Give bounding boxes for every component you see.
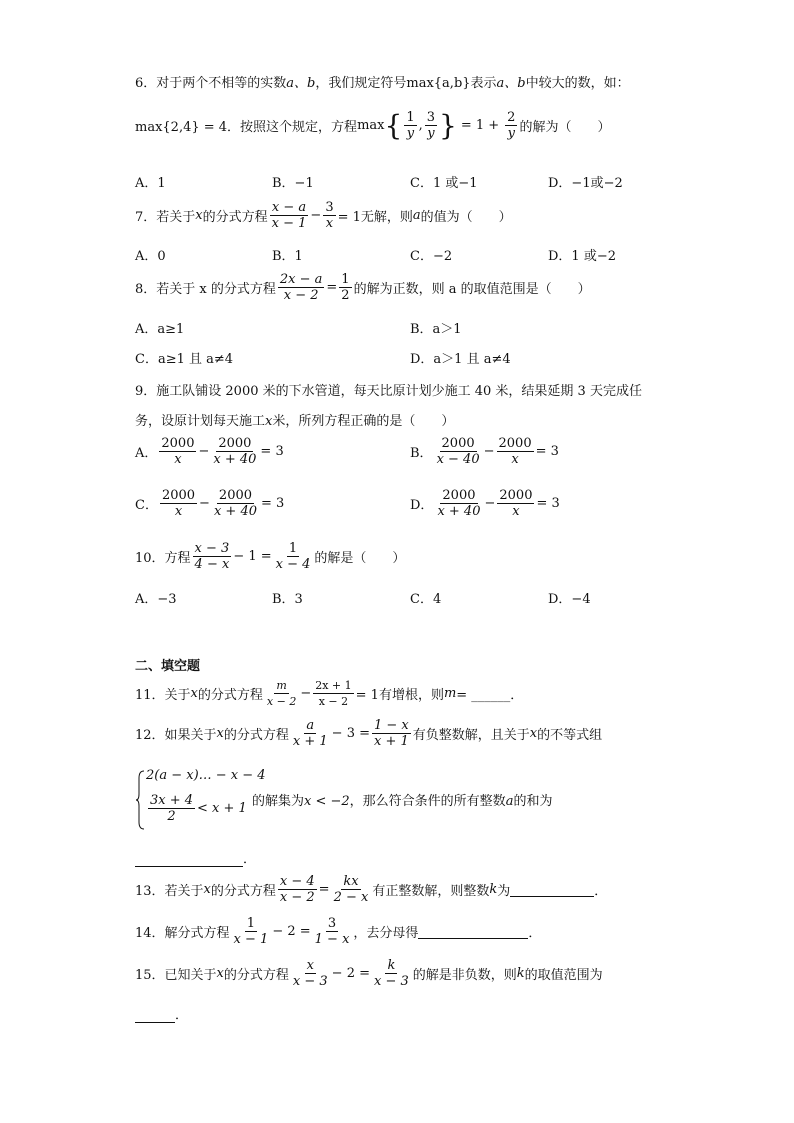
q15-answer-line [135,1004,188,1023]
q6-comma: , [418,118,423,133]
q6-option-b: B．−1 [272,176,314,191]
q8-tail: 的解为正数，则 a 的取值范围是（ ） [353,282,591,297]
q6-brace-right: } [439,108,457,142]
q9-c-minus: − [199,496,210,511]
q9-option-c [135,488,284,519]
q15-end: ． [175,1008,189,1023]
q10-frac2 [274,541,313,572]
q6-text: 6．对于两个不相等的实数 [135,76,287,91]
q10-option-b: B．3 [272,592,303,607]
q10-f1n: x − 3 [194,541,230,556]
q13-mid: 的分式方程 [210,884,276,899]
q7-a: a [412,208,421,223]
q9-c-frac1 [160,488,197,519]
q12-ineq2-d: 2 [167,809,176,824]
q6-mid3: 中较大的数，如： [525,76,630,91]
q6-frac2 [425,110,437,141]
q6-eq: = 1 + [460,118,500,133]
q6-tail: 的解为（ ） [519,120,611,135]
q9-option-b [410,436,559,467]
q6-option-a: A．1 [135,176,166,191]
q13-eq: = [318,882,330,897]
q6-ab: a、b [286,76,316,91]
q6-f1d: y [406,126,415,141]
q15-f1d: x − 3 [292,974,328,989]
q15-frac1 [291,958,330,989]
q9-c-d1: x [174,504,183,519]
q6-frac1 [404,110,416,141]
q12-prefix: 12．如果关于 [135,728,217,743]
q12-blank[interactable] [135,852,243,867]
q11-m: m [443,686,457,701]
q6-line1 [135,72,630,91]
q14-end: ． [528,926,542,941]
q9-b-n1: 2000 [441,436,475,451]
q14-frac2 [313,916,352,947]
q15-k: k [516,966,525,981]
q11-frac1 [265,678,298,709]
q7-frac1 [270,200,309,231]
q14-frac1 [232,916,271,947]
q8-f2n: 1 [341,272,350,287]
q8-prefix: 8．若关于 x 的分式方程 [135,282,276,297]
q12-system-brace [135,770,145,830]
q9-d-n1: 2000 [442,488,476,503]
q15-frac2 [372,958,411,989]
q9-b-d2: x [511,452,519,467]
q6-frac3 [505,110,517,141]
q9-c-n2: 2000 [218,488,253,503]
q10-f2n: 1 [288,541,298,556]
q14-f1d: x − 1 [233,932,269,947]
q11-mid: 的分式方程 [197,688,263,703]
q6-f2d: y [427,126,435,141]
q6-mid1: ，我们规定符号 [315,76,407,91]
q14-f2n: 3 [327,916,337,931]
q13-blank[interactable] [510,882,594,897]
q9-d-frac2 [497,488,534,519]
q14-mid: − 2 = [272,924,311,939]
q6-f1n: 1 [406,110,415,125]
q9-d-d2: x [512,504,520,519]
q14-f2d: 1 − x [314,932,350,947]
q12-frac2 [372,718,411,749]
q12-mid: 的分式方程 [223,728,289,743]
q14-blank[interactable] [418,924,528,939]
q13-f2n: kx [343,874,359,889]
q8-frac2 [339,272,351,303]
q9-a-minus: − [198,444,210,459]
q13-f1n: x − 4 [279,874,315,889]
q8-option-a: A．a≥1 [135,322,185,337]
q11-frac2 [313,678,353,709]
q7-line [135,200,512,231]
q12-after: 的解集为 [252,794,305,809]
q11-prefix: 11．关于 [135,688,191,703]
q15-blank[interactable] [135,1008,175,1023]
q8-option-b: B．a＞1 [410,322,462,337]
q7-rest: = 1无解，则 [337,210,413,225]
q10-f1d: 4 − x [194,557,230,572]
q12-end: ． [243,852,257,867]
q9-b-minus: − [483,444,495,459]
q7-var: x [195,208,203,223]
q12-mid2: − 3 = [331,726,370,741]
q6-line2 [135,110,610,141]
q7-minus: − [310,208,322,223]
q8-option-d: D．a＞1 且 a≠4 [410,352,511,367]
q8-option-c: C．a≥1 且 a≠4 [135,352,234,367]
q9-b-label: B． [410,446,433,461]
q12-cond: x < −2 [304,794,350,809]
q15-f2d: x − 3 [374,974,409,989]
q11-minus: − [300,686,312,701]
q11-f2n: 2x + 1 [315,679,352,692]
q9-b-rhs: = 3 [535,444,559,459]
q7-option-c: C．−2 [410,249,453,264]
section-title: 二、填空题 [135,659,201,674]
q12-after2: ，那么符合条件的所有整数 [349,794,506,809]
q10-option-d: D．−4 [548,592,591,607]
q15-prefix: 15．已知关于 [135,968,217,983]
q9-var: x [265,414,273,429]
q13-f2d: 2 − x [333,890,369,905]
q10-mid: − 1 = [233,549,272,564]
q12-frac1 [291,718,330,749]
q8-eq: = [326,280,338,295]
q12-f1n: a [306,718,315,733]
q12-ineq1: 2(a − x)… − x − 4 [146,768,266,783]
q6-f3n: 2 [507,110,516,125]
q9-c-n1: 2000 [161,488,196,503]
q15-f2n: k [387,958,396,973]
q13-tail2: 为 [497,884,511,899]
q12-a: a [505,794,514,809]
q8-line [135,272,591,303]
q12-line2 [252,790,552,809]
q9-a-frac2 [211,436,258,467]
q13-var: x [203,882,211,897]
q9-d-d1: x + 40 [437,504,481,519]
q11-f2d: x − 2 [318,695,349,708]
q9-d-minus: − [484,496,496,511]
q6-line2-start: max{2,4} = 4．按照这个规定，方程 [135,120,358,135]
q11-line [135,678,523,709]
q7-f1n: x − a [271,200,307,215]
q6-option-d: D．−1或−2 [548,176,623,191]
q9-a-frac1 [159,436,196,467]
q7-tail: 的值为（ ） [420,210,512,225]
q9-line2-tail: 米，所列方程正确的是（ ） [272,414,455,429]
q12-f1d: x + 1 [292,734,328,749]
q6-maxab: max{a,b} [406,76,471,91]
q7-f2d: x [325,216,334,231]
q8-frac1 [278,272,325,303]
q10-line [135,541,405,572]
q12-line1 [135,718,602,749]
q9-b-n2: 2000 [498,436,532,451]
q15-var: x [216,966,224,981]
q9-line2 [135,410,454,429]
q9-option-a [135,436,284,467]
q9-d-label: D． [410,498,434,513]
q12-var: x [216,726,224,741]
q15-line [135,958,603,989]
q10-f2d: x − 4 [275,557,311,572]
q7-f2n: 3 [325,200,334,215]
q10-option-a: A．−3 [135,592,177,607]
q8-f2d: 2 [341,288,350,303]
q7-option-b: B．1 [272,249,303,264]
q9-a-d1: x [174,452,182,467]
q9-a-n1: 2000 [161,436,195,451]
q10-frac1 [193,541,232,572]
q10-prefix: 10．方程 [135,551,191,566]
q15-tail2: 的取值范围为 [524,968,603,983]
q13-frac1 [278,874,317,905]
q7-option-a: A．0 [135,249,166,264]
q7-option-d: D．1 或−2 [548,249,616,264]
q9-a-rhs: = 3 [260,444,284,459]
q11-f1n: m [276,679,287,692]
q14-prefix: 14．解分式方程 [135,926,230,941]
q7-mid: 的分式方程 [202,210,268,225]
q14-f1n: 1 [246,916,256,931]
q13-f1d: x − 2 [279,890,315,905]
q9-d-rhs: = 3 [536,496,560,511]
q12-ineq2-n: 3x + 4 [150,793,194,808]
q9-b-d1: x − 40 [436,452,480,467]
q6-ab2: a、b [496,76,526,91]
q9-c-rhs: = 3 [260,496,285,511]
q12-after3: 的和为 [513,794,553,809]
q6-f2n: 3 [426,110,436,125]
q6-max: max [357,118,385,133]
q13-tail: 有正整数解，则整数 [372,884,490,899]
q8-f1d: x − 2 [283,288,319,303]
q15-f1n: x [306,958,314,973]
q7-frac2 [323,200,335,231]
q13-prefix: 13．若关于 [135,884,204,899]
q8-f1n: 2x − a [279,272,323,287]
q6-option-c: C．1 或−1 [410,176,478,191]
q10-tail: 的解是（ ） [314,551,406,566]
q12-tail: 有负整数解，且关于 [412,728,530,743]
q15-mid2: − 2 = [331,966,370,981]
q9-d-frac1 [435,488,482,519]
q6-f3d: y [507,126,515,141]
q12-ineq2-frac [148,793,195,824]
q9-c-label: C． [135,498,158,513]
q14-line [135,916,541,947]
q6-mid2: 表示 [470,76,497,91]
q11-var: x [190,686,198,701]
q9-c-d2: x + 40 [213,504,257,519]
q13-k: k [489,882,498,897]
q13-line [135,874,607,905]
q15-mid: 的分式方程 [223,968,289,983]
q11-f1d: x − 2 [266,695,297,708]
q7-f1d: x − 1 [271,216,307,231]
q9-c-frac2 [212,488,259,519]
q10-option-c: C．4 [410,592,442,607]
q7-prefix: 7．若关于 [135,210,196,225]
q9-a-n2: 2000 [218,436,252,451]
q12-tail2: 的不等式组 [537,728,603,743]
q6-brace-left: { [384,108,403,142]
q13-end: ． [594,884,608,899]
q12-ineq2 [146,793,247,824]
q9-b-frac1 [435,436,482,467]
q15-tail: 的解是非负数，则 [412,968,517,983]
q13-frac2 [332,874,371,905]
q9-option-d [410,488,560,519]
q9-line1: 9．施工队铺设 2000 米的下水管道，每天比原计划少施工 40 米，结果延期 3 天完成任 [135,384,642,399]
q9-line2-text: 务，设原计划每天施工 [135,414,266,429]
q9-d-n2: 2000 [499,488,533,503]
q11-tail: = ______． [456,688,524,703]
q12-f2d: x + 1 [374,734,409,749]
q9-b-frac2 [497,436,534,467]
q9-a-d2: x + 40 [213,452,257,467]
q14-tail: ，去分母得 [353,926,419,941]
q12-f2n: 1 − x [374,718,409,733]
q12-var2: x [529,726,538,741]
q12-ineq2-r: < x + 1 [197,801,247,816]
q9-a-label: A． [135,446,158,461]
q11-rest: = 1有增根，则 [355,688,444,703]
q12-answer-line [135,848,256,867]
